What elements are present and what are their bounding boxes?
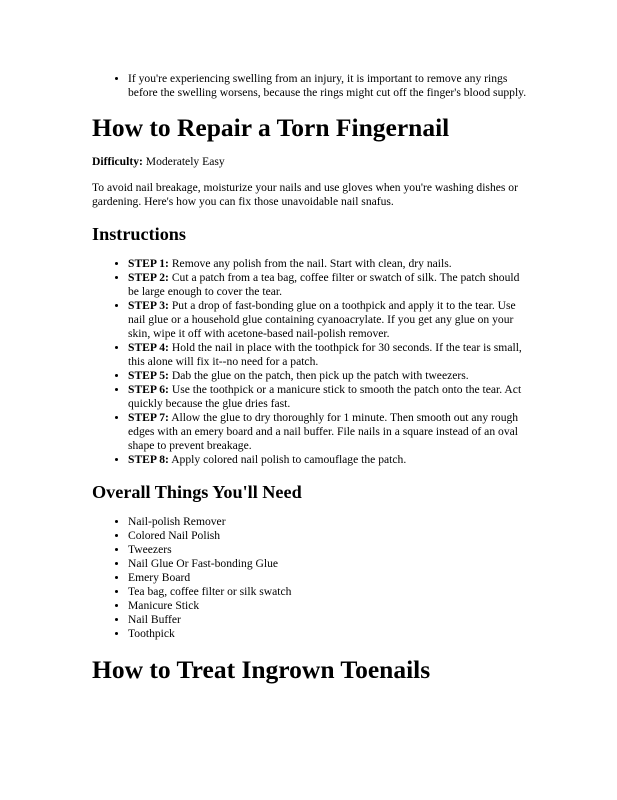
- things-needed-heading: Overall Things You'll Need: [92, 482, 302, 502]
- article-intro: To avoid nail breakage, moisturize your nails and use gloves when you're washing dishes or gardening. Here's how you can fix those unavoidable nail snafus.: [92, 181, 518, 208]
- step-label: STEP 2:: [128, 271, 169, 284]
- instructions-heading: Instructions: [92, 224, 186, 244]
- list-item: • Emery Board: [128, 571, 532, 585]
- step-text: Allow the glue to dry thoroughly for 1 minute. Then smooth out any rough edges with an emery board and a nail buffer. File nails in a square instead of an oval shape to prevent breakage.: [128, 411, 519, 452]
- list-item: • Manicure Stick: [128, 599, 532, 613]
- step-item: [128, 383, 532, 411]
- step-item: [128, 257, 532, 271]
- step-text: Hold the nail in place with the toothpick for 30 seconds. If the tear is small, this alone will fix it--no need for a patch.: [128, 341, 522, 368]
- article-title: How to Repair a Torn Fingernail: [92, 113, 450, 142]
- document-page: [92, 72, 532, 685]
- step-text: Use the toothpick or a manicure stick to smooth the patch onto the tear. Act quickly because the glue dries fast.: [128, 383, 522, 410]
- step-text: Apply colored nail polish to camouflage the patch.: [171, 453, 407, 466]
- difficulty-label: Difficulty:: [92, 155, 143, 168]
- step-item: [128, 411, 532, 453]
- list-item: • Colored Nail Polish: [128, 529, 532, 543]
- list-item: • Nail-polish Remover: [128, 515, 532, 529]
- intro-bullet: • If you're experiencing swelling from an injury, it is important to remove any rings before the swelling worsens, because the rings might cut off the finger's blood supply.: [128, 72, 532, 100]
- next-article-title: How to Treat Ingrown Toenails: [92, 655, 431, 684]
- step-text: Dab the glue on the patch, then pick up the patch with tweezers.: [171, 369, 469, 382]
- difficulty-line: [92, 155, 532, 169]
- things-needed-list: [92, 515, 532, 641]
- step-item: [128, 369, 532, 383]
- step-label: STEP 3:: [128, 299, 169, 312]
- step-text: Remove any polish from the nail. Start with clean, dry nails.: [171, 257, 452, 270]
- step-item: [128, 271, 532, 299]
- list-item: • Toothpick: [128, 627, 532, 641]
- step-item: [128, 341, 532, 369]
- step-label: STEP 4:: [128, 341, 169, 354]
- list-item: • Nail Buffer: [128, 613, 532, 627]
- list-item: • Tweezers: [128, 543, 532, 557]
- step-item: [128, 453, 532, 467]
- step-item: [128, 299, 532, 341]
- steps-list: [92, 257, 532, 467]
- step-text: Cut a patch from a tea bag, coffee filter or swatch of silk. The patch should be large enough to cover the tear.: [128, 271, 520, 298]
- step-label: STEP 5:: [128, 369, 169, 382]
- step-label: STEP 1:: [128, 257, 169, 270]
- difficulty-value: Moderately Easy: [145, 155, 225, 168]
- step-text: Put a drop of fast-bonding glue on a toothpick and apply it to the tear. Use nail glue or a household glue containing cyanoacrylate. If you get any glue on your skin, wipe it off with acetone-based nail-polish remover.: [128, 299, 516, 340]
- list-item: • Tea bag, coffee filter or silk swatch: [128, 585, 532, 599]
- intro-list: [92, 72, 532, 100]
- step-label: STEP 6:: [128, 383, 169, 396]
- list-item: • Nail Glue Or Fast-bonding Glue: [128, 557, 532, 571]
- step-label: STEP 8:: [128, 453, 169, 466]
- step-label: STEP 7:: [128, 411, 169, 424]
